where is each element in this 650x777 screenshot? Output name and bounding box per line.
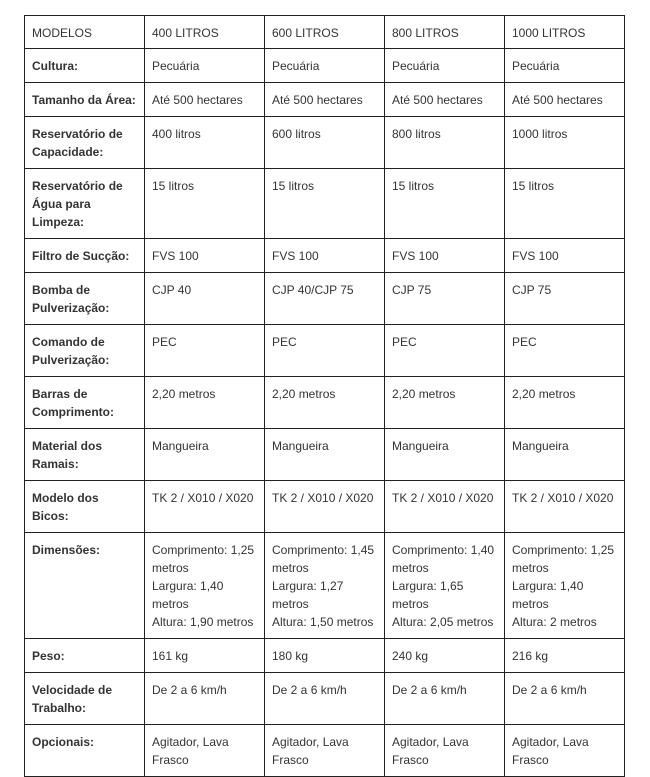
row-label: Filtro de Sucção:: [25, 239, 145, 273]
table-row: [25, 239, 625, 273]
row-label: Barras de Comprimento:: [25, 377, 145, 429]
table-cell: 800 litros: [385, 117, 505, 169]
table-cell: 240 kg: [385, 639, 505, 673]
table-cell: 600 litros: [265, 117, 385, 169]
table-cell: 2,20 metros: [505, 377, 625, 429]
dimension-height: Altura: 2 metros: [512, 615, 597, 629]
table-row: [25, 639, 625, 673]
dimension-width: Largura: 1,65 metros: [392, 579, 464, 611]
dimension-height: Altura: 1,50 metros: [272, 615, 374, 629]
dimension-length: Comprimento: 1,25 metros: [152, 543, 255, 575]
table-cell: 1000 litros: [505, 117, 625, 169]
table-cell: CJP 75: [385, 273, 505, 325]
table-cell: 2,20 metros: [265, 377, 385, 429]
table-cell: 400 litros: [145, 117, 265, 169]
table-row: [25, 725, 625, 777]
table-cell: Mangueira: [145, 429, 265, 481]
table-cell: De 2 a 6 km/h: [385, 673, 505, 725]
table-cell: CJP 75: [505, 273, 625, 325]
table-header-row: [25, 16, 625, 49]
dimension-width: Largura: 1,40 metros: [512, 579, 584, 611]
table-cell: 15 litros: [145, 169, 265, 239]
table-row: [25, 169, 625, 239]
table-cell: CJP 40: [145, 273, 265, 325]
table-cell: 2,20 metros: [385, 377, 505, 429]
table-row: [25, 429, 625, 481]
table-cell: [265, 533, 385, 639]
dimension-height: Altura: 1,90 metros: [152, 615, 254, 629]
table-cell: [505, 533, 625, 639]
table-cell: De 2 a 6 km/h: [265, 673, 385, 725]
spec-table-container: [24, 15, 625, 777]
table-cell: Até 500 hectares: [265, 83, 385, 117]
dimension-length: Comprimento: 1,25 metros: [512, 543, 615, 575]
row-label: Bomba de Pulverização:: [25, 273, 145, 325]
row-label: Comando de Pulverização:: [25, 325, 145, 377]
row-label: Material dos Ramais:: [25, 429, 145, 481]
row-label: Velocidade de Trabalho:: [25, 673, 145, 725]
table-row: [25, 533, 625, 639]
table-row: [25, 481, 625, 533]
table-cell: FVS 100: [505, 239, 625, 273]
table-cell: FVS 100: [265, 239, 385, 273]
row-label: Tamanho da Área:: [25, 83, 145, 117]
table-cell: Agitador, Lava Frasco: [385, 725, 505, 777]
table-cell: PEC: [505, 325, 625, 377]
header-cell-800: 800 LITROS: [385, 16, 505, 49]
table-cell: 216 kg: [505, 639, 625, 673]
table-cell: CJP 40/CJP 75: [265, 273, 385, 325]
dimension-width: Largura: 1,27 metros: [272, 579, 344, 611]
table-cell: Mangueira: [385, 429, 505, 481]
table-cell: Agitador, Lava Frasco: [265, 725, 385, 777]
header-cell-600: 600 LITROS: [265, 16, 385, 49]
table-row: [25, 377, 625, 429]
table-row: [25, 49, 625, 83]
row-label: Modelo dos Bicos:: [25, 481, 145, 533]
table-cell: Pecuária: [265, 49, 385, 83]
table-cell: Até 500 hectares: [385, 83, 505, 117]
table-row: [25, 83, 625, 117]
table-cell: Agitador, Lava Frasco: [145, 725, 265, 777]
table-cell: Agitador, Lava Frasco: [505, 725, 625, 777]
table-cell: Até 500 hectares: [505, 83, 625, 117]
dimension-length: Comprimento: 1,45 metros: [272, 543, 375, 575]
table-cell: TK 2 / X010 / X020: [505, 481, 625, 533]
table-cell: PEC: [385, 325, 505, 377]
table-cell: De 2 a 6 km/h: [145, 673, 265, 725]
table-cell: 2,20 metros: [145, 377, 265, 429]
table-cell: [145, 533, 265, 639]
table-cell: 15 litros: [265, 169, 385, 239]
row-label: Cultura:: [25, 49, 145, 83]
row-label: Peso:: [25, 639, 145, 673]
row-label: Opcionais:: [25, 725, 145, 777]
table-cell: 161 kg: [145, 639, 265, 673]
table-cell: Pecuária: [145, 49, 265, 83]
table-cell: PEC: [265, 325, 385, 377]
row-label: Reservatório de Água para Limpeza:: [25, 169, 145, 239]
table-cell: Pecuária: [505, 49, 625, 83]
table-cell: TK 2 / X010 / X020: [145, 481, 265, 533]
table-cell: PEC: [145, 325, 265, 377]
table-cell: Mangueira: [505, 429, 625, 481]
row-label: Dimensões:: [25, 533, 145, 639]
dimension-width: Largura: 1,40 metros: [152, 579, 224, 611]
table-cell: De 2 a 6 km/h: [505, 673, 625, 725]
header-cell-1000: 1000 LITROS: [505, 16, 625, 49]
table-row: [25, 325, 625, 377]
table-cell: FVS 100: [385, 239, 505, 273]
row-label: Reservatório de Capacidade:: [25, 117, 145, 169]
table-cell: 180 kg: [265, 639, 385, 673]
table-cell: FVS 100: [145, 239, 265, 273]
header-cell-400: 400 LITROS: [145, 16, 265, 49]
spec-table: [24, 15, 625, 777]
table-cell: TK 2 / X010 / X020: [265, 481, 385, 533]
table-cell: Pecuária: [385, 49, 505, 83]
table-cell: 15 litros: [385, 169, 505, 239]
dimension-length: Comprimento: 1,40 metros: [392, 543, 495, 575]
table-row: [25, 673, 625, 725]
dimension-height: Altura: 2,05 metros: [392, 615, 494, 629]
table-cell: Até 500 hectares: [145, 83, 265, 117]
table-row: [25, 273, 625, 325]
table-row: [25, 117, 625, 169]
table-cell: [385, 533, 505, 639]
table-cell: Mangueira: [265, 429, 385, 481]
header-cell-models: MODELOS: [25, 16, 145, 49]
table-cell: TK 2 / X010 / X020: [385, 481, 505, 533]
table-cell: 15 litros: [505, 169, 625, 239]
